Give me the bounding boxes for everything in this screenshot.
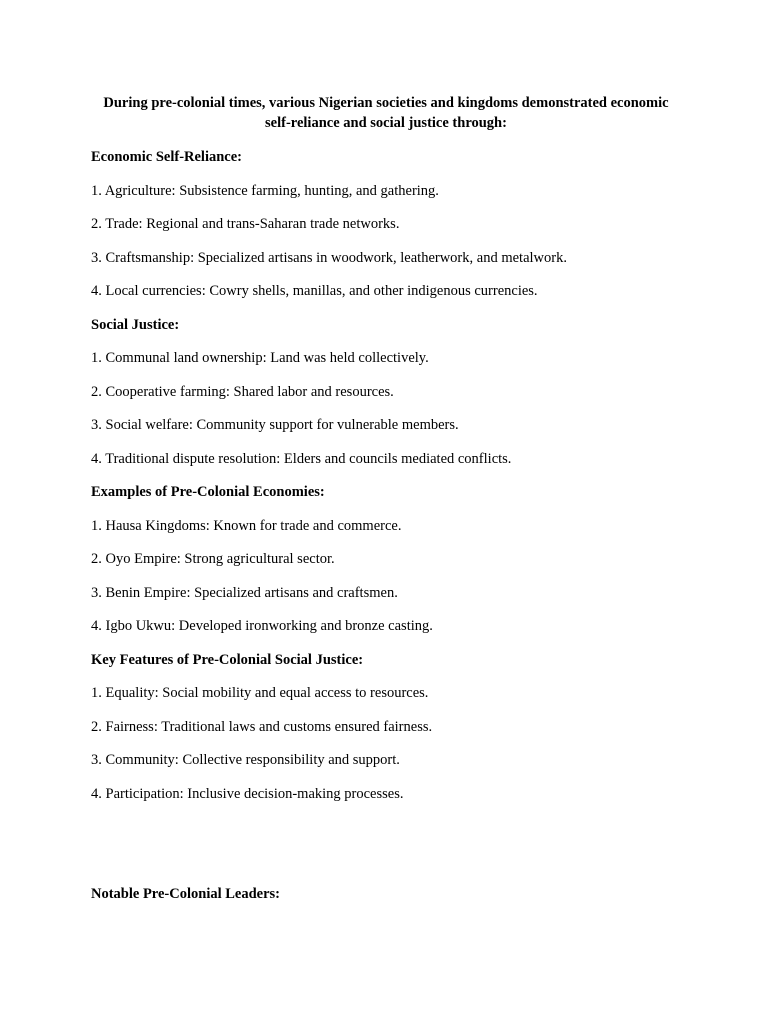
list-item: 4. Participation: Inclusive decision-making processes. — [91, 785, 404, 802]
list-item: 3. Craftsmanship: Specialized artisans in woodwork, leatherwork, and metalwork. — [91, 249, 567, 266]
section-economic-self-reliance — [91, 147, 681, 301]
list-item: 3. Community: Collective responsibility and support. — [91, 752, 400, 768]
section-heading: Social Justice: — [91, 316, 180, 333]
section-heading: Examples of Pre-Colonial Economies: — [91, 484, 325, 500]
list-item: 3. Social welfare: Community support for vulnerable members. — [91, 417, 459, 433]
list-item: 1. Hausa Kingdoms: Known for trade and commerce. — [91, 517, 402, 534]
document-body — [91, 93, 681, 918]
blank-space — [91, 817, 681, 884]
section-examples-of-economies — [91, 482, 681, 636]
list-item: 2. Fairness: Traditional laws and customs ensured fairness. — [91, 718, 433, 735]
final-section-heading: Notable Pre-Colonial Leaders: — [91, 886, 281, 902]
list-item: 4. Traditional dispute resolution: Elders and councils mediated conflicts. — [91, 450, 512, 467]
list-item: 1. Communal land ownership: Land was held collectively. — [91, 350, 429, 366]
list-item: 2. Trade: Regional and trans-Saharan trade networks. — [91, 216, 400, 232]
list-item: 1. Agriculture: Subsistence farming, hunting, and gathering. — [91, 182, 439, 199]
section-heading: Key Features of Pre-Colonial Social Justice: — [91, 651, 364, 668]
list-item: 4. Local currencies: Cowry shells, manillas, and other indigenous currencies. — [91, 283, 538, 299]
section-heading: Economic Self-Reliance: — [91, 149, 243, 165]
list-item: 4. Igbo Ukwu: Developed ironworking and bronze casting. — [91, 618, 433, 634]
section-key-features — [91, 650, 681, 804]
list-item: 3. Benin Empire: Specialized artisans and craftsmen. — [91, 584, 398, 601]
list-item: 1. Equality: Social mobility and equal access to resources. — [91, 685, 429, 701]
document-title: During pre-colonial times, various Nigerian societies and kingdoms demonstrated economic self-reliance and social justice through: — [103, 95, 669, 131]
list-item: 2. Oyo Empire: Strong agricultural sector. — [91, 551, 335, 567]
list-item: 2. Cooperative farming: Shared labor and resources. — [91, 383, 394, 400]
section-social-justice — [91, 315, 681, 469]
